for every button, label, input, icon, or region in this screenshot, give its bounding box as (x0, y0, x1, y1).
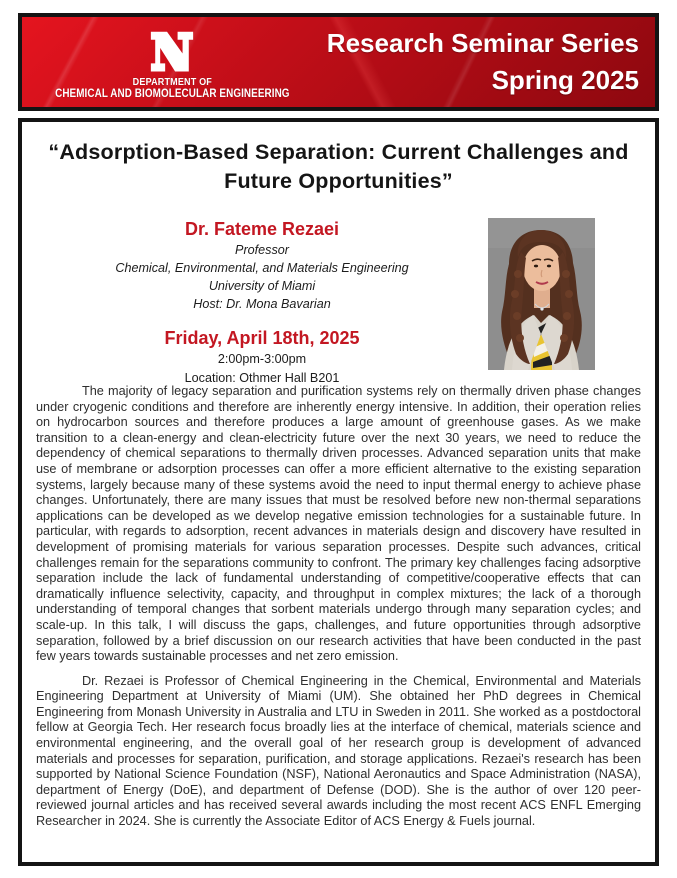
banner-title-line2: Spring 2025 (491, 65, 639, 95)
speaker-photo (488, 218, 595, 370)
speaker-section (36, 218, 641, 385)
event-date: Friday, April 18th, 2025 (164, 328, 360, 348)
dept-label-line1: DEPARTMENT OF (132, 75, 212, 88)
speaker-position: Professor (235, 243, 289, 257)
event-time: 2:00pm-3:00pm (217, 352, 307, 366)
seminar-host: Host: Dr. Mona Bavarian (193, 297, 331, 311)
speaker-department: Chemical, Environmental, and Materials Engineering (115, 261, 409, 275)
flyer-body (18, 118, 659, 866)
banner-title (322, 25, 655, 99)
speaker-info (36, 218, 488, 385)
header-banner (18, 13, 659, 111)
abstract-paragraph: The majority of legacy separation and purification systems rely on thermally driven phase changes under cryogenic conditions and therefore are inherently energy intensive. In addition, their operation relies on hydrocarbon sources and therefore produces a large amount of greenhouse gases. As we make transition to a clean-energy and clean-electricity future over the next 30 years, we need to reduce the dependency of chemical separations to thermally driven processes. Advanced separation units that make use of membrane or adsorption processes can offer a more efficient alternative to the existing separation systems, largely because many of these systems avoid the need to input thermal energy to achieve phase changes. Unfortunately, there are many issues that must be resolved before new non-thermal separations applications can be developed as we develop negative emission technologies for a sustainable future. In particular, with regards to adsorption, recent advances in materials design and discovery have resulted in development of promising materials for various separation processes. Despite such advances, critical challenges remain for the separations community to confront. The primary key challenges facing adsorptive separation include the lack of fundamental understanding of competitive/cooperative effects that can dramatically influence selectivity, capacity, and throughput in complex mixtures; the lack of a thorough understanding of temporal changes that sorbent materials undergo through many separation cycles; and scale-up. In this talk, I will discuss the gaps, challenges, and future opportunities through adsorptive separation, followed by a brief discussion on our research activities that have been conducted in the past few years towards sustainable processes and net zero emission. (36, 384, 641, 664)
university-logo (22, 25, 322, 100)
dept-label-line2: CHEMICAL AND BIOMOLECULAR ENGINEERING (54, 87, 290, 100)
event-location: Location: Othmer Hall B201 (184, 370, 340, 385)
seminar-title: “Adsorption-Based Separation: Current Challenges and Future Opportunities” (48, 140, 629, 193)
speaker-name: Dr. Fateme Rezaei (184, 219, 340, 239)
nebraska-n-icon (149, 29, 195, 73)
speaker-university: University of Miami (208, 279, 316, 293)
bio-paragraph: Dr. Rezaei is Professor of Chemical Engineering in the Chemical, Environmental and Materials Engineering Department at University of Miami (UM). She obtained her PhD degrees in Chemical Engineering from Monash University in Australia and LTU in Sweden in 2011. She worked as a postdoctoral fellow at Georgia Tech. Her research focus broadly lies at the interface of chemical, materials science and environmental engineering, and the overall goal of her research group is development of advanced materials and processes for separation, purification, and storage applications. Rezaei's research has been supported by National Science Foundation (NSF), National Aeronautics and Space Administration (NASA), department of Energy (DoE), and department of Defense (DOD). She is the author of over 120 peer-reviewed journal articles and has received several awards including the most recent ACS ENFL Emerging Researcher in 2024. She is currently the Associate Editor of ACS Energy & Fuels journal. (36, 673, 641, 829)
banner-title-line1: Research Seminar Series (326, 28, 639, 58)
